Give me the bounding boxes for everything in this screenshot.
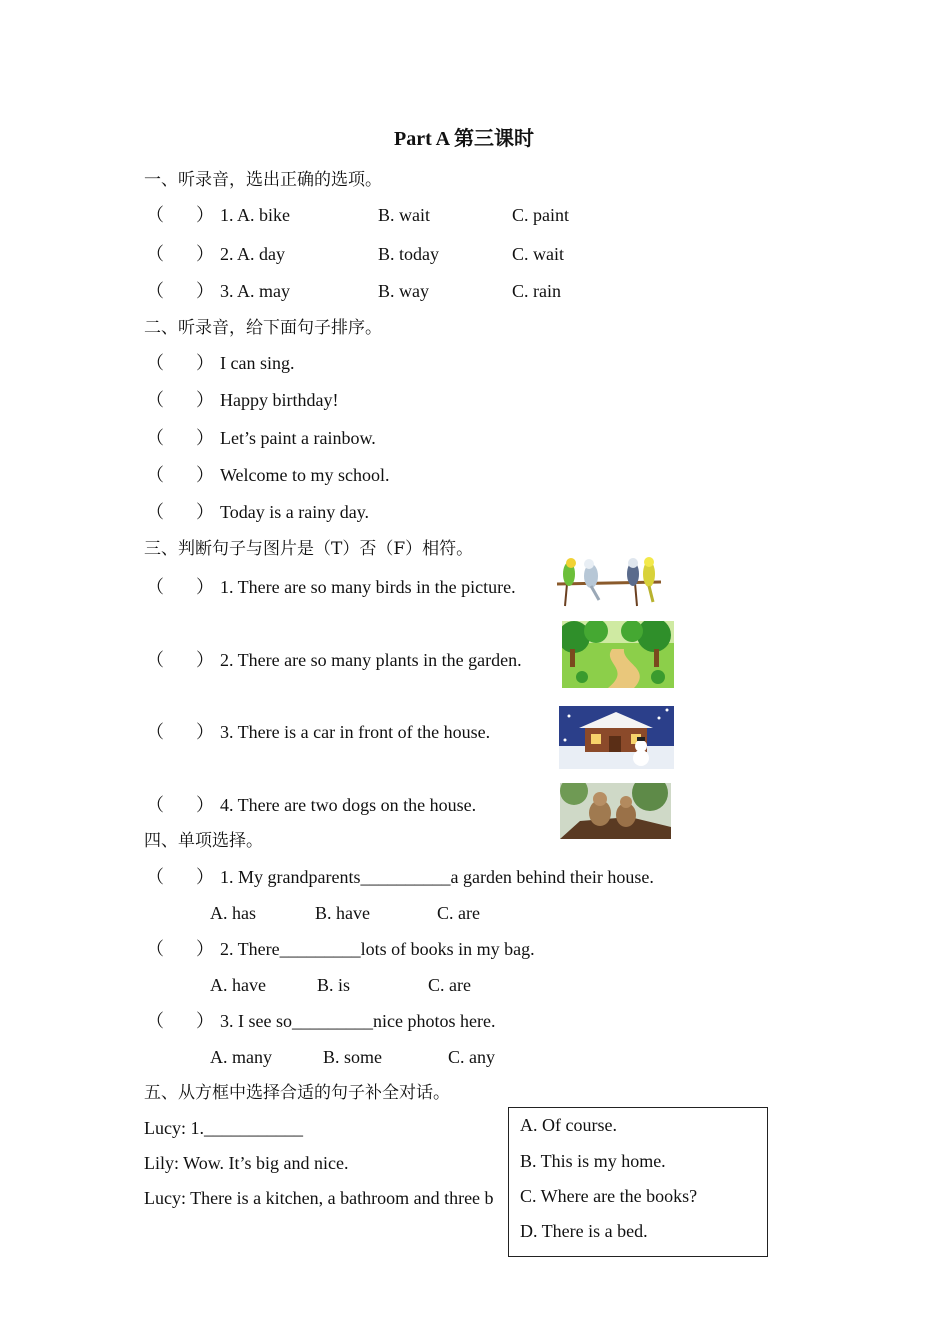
answer-paren-open: （ <box>146 244 164 264</box>
option-c: C. wait <box>512 244 564 264</box>
box-option-d: D. There is a bed. <box>520 1221 648 1241</box>
answer-paren-open: （ <box>146 390 164 410</box>
answer-paren-open: （ <box>146 428 164 448</box>
dialogue-line-2: Lily: Wow. It’s big and nice. <box>144 1153 349 1173</box>
box-option-a: A. Of course. <box>520 1115 617 1135</box>
answer-paren-open: （ <box>146 465 164 485</box>
answer-paren-close: ） <box>196 353 214 373</box>
birds-picture <box>555 556 663 612</box>
dialogue-line-1: Lucy: 1.___________ <box>144 1118 303 1138</box>
option-a: 1. A. bike <box>220 205 290 225</box>
option-c: C. rain <box>512 281 561 301</box>
snow-house-picture <box>559 706 674 769</box>
answer-paren-close: ） <box>196 1011 214 1031</box>
answer-paren-open: （ <box>146 867 164 887</box>
answer-paren-close: ） <box>196 502 214 522</box>
option-a: 3. A. may <box>220 281 290 301</box>
answer-paren-open: （ <box>146 281 164 301</box>
answer-paren-open: （ <box>146 722 164 742</box>
sentence: 3. There is a car in front of the house. <box>220 722 491 742</box>
answer-paren-close: ） <box>196 428 214 448</box>
sentence: I can sing. <box>220 353 295 373</box>
option-a: A. many <box>210 1047 272 1067</box>
sentence: 2. There are so many plants in the garden. <box>220 650 522 670</box>
garden-picture <box>562 621 674 688</box>
answer-paren-close: ） <box>196 577 214 597</box>
option-c: C. are <box>437 903 480 923</box>
question: 1. My grandparents__________a garden behind their house. <box>220 867 654 887</box>
answer-paren-open: （ <box>146 205 164 225</box>
page-title: Part A 第三课时 <box>394 128 534 150</box>
answer-paren-open: （ <box>146 1011 164 1031</box>
answer-paren-close: ） <box>196 867 214 887</box>
answer-paren-open: （ <box>146 795 164 815</box>
sentence: 4. There are two dogs on the house. <box>220 795 477 815</box>
options-box <box>508 1107 768 1257</box>
answer-paren-open: （ <box>146 353 164 373</box>
answer-paren-open: （ <box>146 939 164 959</box>
box-option-c: C. Where are the books? <box>520 1186 698 1206</box>
option-a: A. has <box>210 903 256 923</box>
answer-paren-close: ） <box>196 244 214 264</box>
answer-paren-open: （ <box>146 502 164 522</box>
option-b: B. is <box>317 975 351 995</box>
answer-paren-open: （ <box>146 577 164 597</box>
answer-paren-close: ） <box>196 939 214 959</box>
option-b: B. today <box>378 244 439 264</box>
sentence: Today is a rainy day. <box>220 502 370 522</box>
answer-paren-close: ） <box>196 650 214 670</box>
option-a: A. have <box>210 975 266 995</box>
option-b: B. way <box>378 281 429 301</box>
answer-paren-close: ） <box>196 722 214 742</box>
answer-paren-close: ） <box>196 795 214 815</box>
monkeys-picture <box>560 783 671 839</box>
answer-paren-close: ） <box>196 281 214 301</box>
sentence: Let’s paint a rainbow. <box>220 428 376 448</box>
dialogue-line-3: Lucy: There is a kitchen, a bathroom and three b <box>144 1188 494 1208</box>
box-option-b: B. This is my home. <box>520 1151 666 1171</box>
section-2-heading: 二、听录音，给下面句子排序。 <box>144 318 382 338</box>
option-c: C. paint <box>512 205 569 225</box>
section-4-heading: 四、单项选择。 <box>144 831 263 851</box>
option-c: C. are <box>428 975 471 995</box>
answer-paren-close: ） <box>196 205 214 225</box>
sentence: Happy birthday! <box>220 390 339 410</box>
answer-paren-open: （ <box>146 650 164 670</box>
section-3-heading: 三、判断句子与图片是（T）否（F）相符。 <box>144 539 474 559</box>
option-b: B. some <box>323 1047 383 1067</box>
option-c: C. any <box>448 1047 495 1067</box>
answer-paren-close: ） <box>196 390 214 410</box>
sentence: Welcome to my school. <box>220 465 390 485</box>
option-b: B. have <box>315 903 370 923</box>
option-a: 2. A. day <box>220 244 285 264</box>
question: 2. There_________lots of books in my bag. <box>220 939 535 959</box>
section-5-heading: 五、从方框中选择合适的句子补全对话。 <box>144 1083 450 1103</box>
sentence: 1. There are so many birds in the picture. <box>220 577 516 597</box>
answer-paren-close: ） <box>196 465 214 485</box>
option-b: B. wait <box>378 205 430 225</box>
section-1-heading: 一、听录音，选出正确的选项。 <box>144 170 382 190</box>
question: 3. I see so_________nice photos here. <box>220 1011 496 1031</box>
